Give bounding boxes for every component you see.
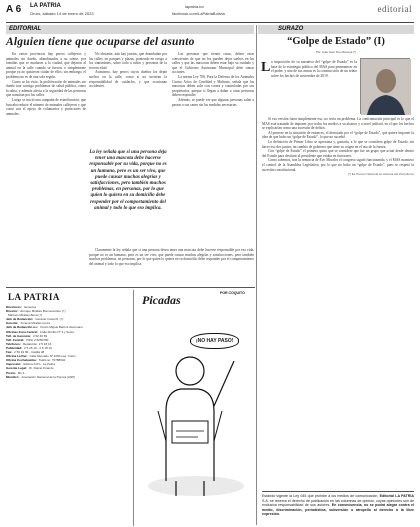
column-intro	[271, 60, 357, 116]
masthead-label: Telf. de Gerencia:	[6, 333, 31, 338]
masthead-value: 2 50 19 80 - Casilla 48	[14, 350, 45, 355]
section-divider	[6, 287, 255, 288]
masthead-value: Asociación Nacional de la Prensa (ANP)	[21, 374, 76, 379]
column-body	[262, 117, 414, 489]
masthead-value: 2 52 46 69	[32, 333, 48, 338]
masthead-label: Oficina La Paz:	[6, 354, 28, 359]
header-website[interactable]: lapatria.bo	[185, 4, 204, 9]
paragraph: Como sabemos, tras la renuncia de Evo Morales el congreso siguió funcionando, y el MAS mantuvo el control de la Asamblea Legislativa, por lo que no hubo un “golpe de Estado”, pues se respetó la sucesión constitucional.	[262, 158, 414, 172]
paragraph: La norma Ley 700, Para la Defensa de los Animales Contra Actos de Crueldad y Maltrato, señala que las mascotas deben salir con correa y controladas por sus propietarios, porque si llegan a dañar a otras personas deben responder.	[172, 74, 254, 98]
masthead-label: Oficinas Zona Central:	[6, 329, 39, 334]
column-signature: (*) Es Premio Nacional en Historia del Periodismo	[347, 172, 414, 177]
header-date: Oruro, sábado 14 de enero de 2023	[30, 11, 94, 16]
speech-bubble: ¡NO HAY PASO!	[190, 333, 239, 349]
masthead	[6, 291, 130, 527]
masthead-value: Ximena Miralles Iporre	[20, 321, 51, 326]
cartoon	[136, 291, 256, 527]
paragraph: Luego se inició una campaña de esterilización, que buscaba reducir el número de animales callejeros y que contó con el apoyo de voluntarios y protectores de animales.	[6, 97, 86, 116]
cartoon-byline: POR COQUITO	[220, 291, 245, 295]
masthead-value: Gerardo Irusta M. (†)	[35, 317, 64, 322]
masthead-label: Gerente Legal:	[6, 366, 28, 371]
masthead-label: Precio:	[6, 370, 17, 375]
column-kicker-bar	[258, 25, 414, 34]
masthead-value: Enrique Miralles Bonnecarrère (†)	[20, 309, 66, 314]
paragraph: En varias provincias hay perros callejeros y animales sin dueño, abandonados a su suerte, por familias que se mudaron a la ciudad, que dejaron al animal en la calle cuando se fueron, o simplemente porque ya no quisieron cuidar de ellos; sin embargo, el problema no es de una sola región.	[6, 52, 86, 79]
note-text: S.A. se reserva el derecho de publicación en las columnas de opinión, cuyas opiniones son de exclusiva responsabilidad de sus autores.	[262, 498, 414, 508]
editorial-closing	[89, 248, 254, 284]
editorial-headline: Alguien tiene que ocuparse del asunto	[6, 36, 195, 48]
masthead-value: Calle Murillo Nº 3 y Sucre	[40, 329, 75, 334]
editorial-kicker-bar	[6, 25, 254, 34]
legal-note	[262, 494, 414, 517]
note-bold: Editorial LA PATRIA	[379, 494, 414, 498]
masthead-value: Pedro Miguel Barrios Zamorano	[40, 325, 83, 330]
masthead-label: Miembro:	[6, 374, 20, 379]
paragraph: Si esa versión fuera simplemente eso, no sería un problema. La confrontación principal es lo que el MAS está tratando de imponer, por todos los medios a su alcance y a nivel judicial, en el que los hechos se explicarían como una sucesión de delitos.	[262, 117, 414, 131]
masthead-value: Calle Mercado Nº 1050 esq. Colón	[29, 354, 76, 359]
paragraph: No obstante, aún hay jaurías, que deambulan por las calles, en parques y plazas, poniendo en riesgo a los transeúntes, sobre todo a niños y personas de la tercera edad.	[89, 52, 167, 70]
masthead-label: Jefe de Redacción a.i.:	[6, 325, 39, 330]
masthead-value: Teléfono: 76788642	[38, 358, 66, 363]
editorial-column-3	[172, 52, 254, 246]
paragraph: La definición de Primer Libro se aproxima y, gustaría, a lo que se considera golpe de Estado, sin hacer eso dos juntos, un cambio de gobierno que tiene su origen en el uso de la fuerza.	[262, 139, 414, 149]
column-byline: Por: Juan José Toro Montoya (*)	[315, 50, 357, 54]
masthead-label: Teléfonos:	[6, 341, 21, 346]
note-divider	[262, 491, 414, 492]
masthead-value: Redacción: 2 5 18 16	[22, 341, 52, 346]
paragraph: Además, se puede ver que algunas personas salen a pasear a sus canes sin las medidas necesarias.	[172, 97, 254, 107]
column-divider	[256, 25, 257, 525]
masthead-value: 2 5 25 19 - 2 5 18 16	[24, 345, 52, 350]
page-number: A 6	[6, 4, 22, 15]
masthead-value: Gerentes	[23, 305, 37, 309]
masthead-value: (591) 2-5250780	[26, 337, 49, 342]
paragraph: Las personas que tienen casas, deben estar conscientes de que no los pueden dejar sueltos en las calles y que las mascotas deben estar bajo su cuidado y que el Gobierno Autónomo Municipal debe tomar acciones.	[172, 52, 254, 75]
paragraph: Como se ha visto, la proliferación de animales sin dueño trae consigo problemas de salud pública, como la rabia, y además afecta a la seguridad de las personas que transitan por las calles.	[6, 79, 86, 98]
cartoon-drawing-icon	[136, 291, 256, 527]
author-portrait-icon	[361, 59, 411, 115]
masthead-value: Dr. Daniel Ovando	[29, 366, 54, 371]
section-name: editorial	[377, 4, 412, 14]
masthead-value: Editora S.R.L. La Patria	[23, 362, 55, 367]
masthead-logo: LA PATRIA	[8, 292, 60, 302]
masthead-label: Director:	[6, 309, 19, 314]
masthead-label: Jefe de Redacción:	[6, 317, 34, 322]
pull-quote: La ley señala que si una persona deja tener una mascota debe hacerse responsable por su vida, porque no es un humano, pero es un ser vivo, que puede causar muchas alegrías y satisfacciones, pero también muchos problemas, en personas, por lo que quien lo quiera en su domicilio debe responder por el comportamiento del animal y todo lo que eso implica.	[89, 150, 167, 211]
header-rule	[6, 22, 414, 23]
note-text: Estando vigente la Ley 045 que prohíbe a los medios de comunicación,	[262, 494, 380, 498]
paragraph: a imposición de su narrativa del “golpe de Estado” es la base de la estrategia política del MAS para permanecer en el poder, y una de sus armas es la construcción de un relato sobre los hechos de noviembre de 2019.	[271, 60, 357, 78]
masthead-row	[6, 375, 130, 379]
masthead-label: Telf. Central:	[6, 337, 25, 342]
column-headline: “Golpe de Estado” (I)	[287, 36, 385, 47]
paragraph: Con “golpe de Estado” el primero quiso que se considere que fue un grupo que actuó desde dentro del Estado para destituir al presidente que estaba en funciones.	[262, 149, 414, 158]
paragraph: Al ponerse en la situación de entonces, el derrotado por el “golpe de Estado”, que quiere imponer la idea de que hubo un “golpe de Estado”, lo que no sucedió.	[262, 130, 414, 140]
note-bold: En consecuencia, no se podrá alegar contra el medio, discriminación, periodística, subversión o atropello al derecho a la libre expresión.	[262, 503, 414, 517]
author-photo	[360, 58, 410, 114]
masthead-label: Directores:	[6, 305, 22, 309]
masthead-label: Gerente:	[6, 321, 19, 326]
header-brand: LA PATRIA	[30, 3, 61, 9]
cartoon-title: Picadas	[142, 293, 181, 307]
editorial-column-1	[6, 52, 86, 284]
paragraph: Asimismo, hay perros cuyos dueños los dejan sueltos en la calle, como si no tuvieran la responsabilidad de cuidarlos, y que ocasionan accidentes.	[89, 70, 167, 89]
masthead-label: Impresión:	[6, 362, 22, 367]
paragraph: Claramente la ley señala que si una persona desea tener una mascota debe hacerse responsable por esa vida, porque no es un humano, pero es un ser vivo, que puede causar muchas alegrías y satisfacciones, pero también muchos problemas, en personas, por lo que quien lo quiera en su domicilio debe responder por el comportamiento del animal y todo lo que eso implica.	[89, 248, 254, 266]
column-kicker: SURAZO	[278, 26, 304, 32]
masthead-value: Bs 3.-	[18, 370, 27, 375]
masthead-label: Oficina Cochabamba:	[6, 358, 37, 363]
masthead-divider	[133, 290, 134, 526]
editorial-kicker: EDITORIAL	[9, 26, 42, 32]
masthead-label: Fax:	[6, 350, 13, 355]
drop-cap: L	[261, 60, 271, 75]
editorial-column-2	[89, 52, 167, 148]
masthead-label: Publicidad:	[6, 345, 23, 350]
masthead-value: Marcelo Miralles Bova (†)	[8, 313, 43, 318]
header-social[interactable]: facebook.com/LaPatriaBolivia	[172, 11, 225, 16]
